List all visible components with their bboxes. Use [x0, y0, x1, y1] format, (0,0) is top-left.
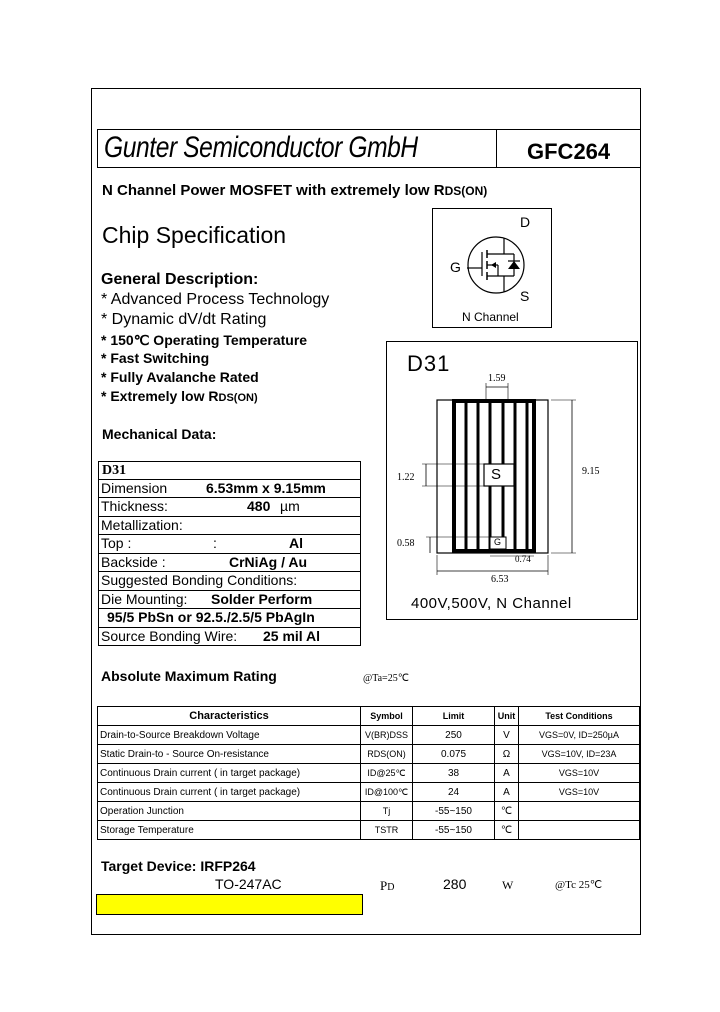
die-caption: 400V,500V, N Channel: [411, 595, 572, 612]
die-dim-pad: 1.22: [397, 472, 415, 483]
mech-row-dimension: [98, 480, 361, 499]
company-name: Gunter Semiconductor GmbH: [104, 131, 418, 164]
symbol-drain-label: D: [520, 214, 531, 230]
die-source-label: S: [491, 466, 502, 483]
mech-row-metallization: [98, 517, 361, 536]
die-dim-top: 1.59: [488, 373, 506, 384]
col-unit: Unit: [495, 707, 519, 726]
die-dim-height: 9.15: [582, 466, 600, 477]
cell-symbol: Tj: [361, 802, 413, 821]
die-name: D31: [407, 351, 451, 376]
mech-row-thickness: [98, 498, 361, 517]
feature-item: * Dynamic dV/dt Rating: [101, 311, 267, 328]
mechanical-table: [98, 461, 361, 646]
cell-limit: -55~150: [413, 821, 495, 840]
mech-thickness-unit: µm: [280, 498, 300, 514]
cell-unit: A: [495, 764, 519, 783]
cell-limit: 250: [413, 726, 495, 745]
cell-test-condition: VGS=10V, ID=23A: [519, 745, 640, 764]
mech-row-backside: [98, 554, 361, 573]
table-row: [98, 726, 640, 745]
pd-symbol: [380, 878, 394, 894]
mech-top-colon: :: [213, 535, 217, 551]
cell-unit: ℃: [495, 821, 519, 840]
feature-item: * Fast Switching: [101, 350, 210, 366]
general-heading: General Description:: [101, 271, 259, 288]
table-row: [98, 783, 640, 802]
cell-symbol: RDS(ON): [361, 745, 413, 764]
die-dim-gate-width: 0.74: [515, 554, 531, 564]
mech-row-bonding: [98, 572, 361, 591]
cell-test-condition: VGS=10V: [519, 783, 640, 802]
mech-backside-value: CrNiAg / Au: [229, 553, 308, 570]
mech-wire-label: Source Bonding Wire:: [101, 627, 238, 644]
part-number: GFC264: [527, 139, 611, 164]
symbol-gate-label: G: [450, 259, 461, 275]
target-package: TO-247AC: [215, 876, 282, 892]
mech-row-solder: [98, 609, 361, 628]
cell-characteristic: Continuous Drain current ( in target package): [98, 783, 361, 802]
mech-top-value: Al: [289, 535, 303, 551]
mech-bonding-label: Suggested Bonding Conditions:: [101, 572, 298, 588]
feature-item: * Advanced Process Technology: [101, 291, 330, 308]
table-row: [98, 745, 640, 764]
cell-characteristic: Operation Junction: [98, 802, 361, 821]
mech-thickness-value: 480: [247, 498, 271, 514]
table-row: [98, 821, 640, 840]
mech-dimension-label: Dimension: [101, 479, 168, 496]
cell-characteristic: Storage Temperature: [98, 821, 361, 840]
cell-unit: A: [495, 783, 519, 802]
cell-characteristic: Static Drain-to - Source On-resistance: [98, 745, 361, 764]
page-title: Chip Specification: [102, 222, 287, 248]
ratings-heading: Absolute Maximum Rating: [101, 668, 277, 684]
cell-unit: Ω: [495, 745, 519, 764]
highlight-bar: [96, 894, 363, 915]
col-limit: Limit: [413, 707, 495, 726]
target-device: Target Device: IRFP264: [101, 858, 256, 874]
mech-die-label: D31: [102, 463, 127, 478]
cell-test-condition: [519, 802, 640, 821]
mech-dimension-value: 6.53mm x 9.15mm: [206, 479, 326, 496]
mech-top-label: Top :: [101, 535, 132, 551]
cell-test-condition: VGS=10V: [519, 764, 640, 783]
table-row: [98, 764, 640, 783]
cell-characteristic: Continuous Drain current ( in target package): [98, 764, 361, 783]
mech-row-die: [98, 461, 361, 480]
ratings-condition: @Ta=25℃: [363, 673, 409, 684]
ratings-header-row: [98, 707, 640, 726]
col-test-conditions: Test Conditions: [519, 707, 640, 726]
feature-item: * Fully Avalanche Rated: [101, 369, 259, 385]
mech-die-mount-value: Solder Perform: [211, 590, 313, 607]
feature-last-prefix: * Extremely low R: [101, 388, 219, 404]
cell-unit: V: [495, 726, 519, 745]
subtitle: [102, 182, 487, 199]
cell-symbol: ID@25℃: [361, 764, 413, 783]
pd-letter: P: [380, 878, 388, 893]
cell-limit: 38: [413, 764, 495, 783]
table-row: [98, 802, 640, 821]
header-divider: [496, 129, 497, 167]
cell-unit: ℃: [495, 802, 519, 821]
mech-row-wire: [98, 628, 361, 647]
cell-symbol: V(BR)DSS: [361, 726, 413, 745]
mech-backside-label: Backside :: [101, 553, 166, 570]
mech-metallization-label: Metallization:: [101, 516, 183, 533]
cell-characteristic: Drain-to-Source Breakdown Voltage: [98, 726, 361, 745]
pd-condition: @Tc 25℃: [555, 879, 603, 891]
mech-wire-value: 25 mil Al: [263, 627, 321, 644]
cell-symbol: TSTR: [361, 821, 413, 840]
subtitle-prefix: N Channel Power MOSFET with extremely low R: [102, 182, 445, 199]
die-gate-label: G: [494, 537, 502, 547]
mech-solder-alloys: 95/5 PbSn or 92.5./2.5/5 PbAgIn: [107, 609, 315, 625]
cell-limit: 24: [413, 783, 495, 802]
ratings-table: [97, 706, 640, 840]
die-dim-width: 6.53: [491, 574, 509, 585]
die-layout-drawing: [386, 341, 636, 618]
mech-die-mount-label: Die Mounting:: [101, 590, 188, 607]
symbol-caption: N Channel: [462, 310, 519, 324]
mech-row-die-mount: [98, 591, 361, 610]
pd-value: 280: [443, 876, 467, 892]
cell-limit: 0.075: [413, 745, 495, 764]
feature-item: * 150℃ Operating Temperature: [101, 332, 308, 348]
pd-unit: W: [502, 878, 514, 892]
subtitle-sub: DS(ON): [444, 184, 488, 198]
mech-row-top: [98, 535, 361, 554]
mech-thickness-label: Thickness:: [101, 498, 168, 514]
cell-test-condition: [519, 821, 640, 840]
symbol-source-label: S: [520, 288, 530, 304]
pd-subscript: D: [387, 882, 395, 893]
cell-symbol: ID@100℃: [361, 783, 413, 802]
cell-test-condition: VGS=0V, ID=250µA: [519, 726, 640, 745]
col-symbol: Symbol: [361, 707, 413, 726]
mechanical-heading: Mechanical Data:: [102, 426, 217, 442]
feature-item: [101, 388, 258, 404]
cell-limit: -55~150: [413, 802, 495, 821]
feature-last-sub: DS(ON): [218, 392, 258, 404]
col-characteristics: Characteristics: [98, 707, 361, 726]
die-dim-gate: 0.58: [397, 538, 415, 549]
